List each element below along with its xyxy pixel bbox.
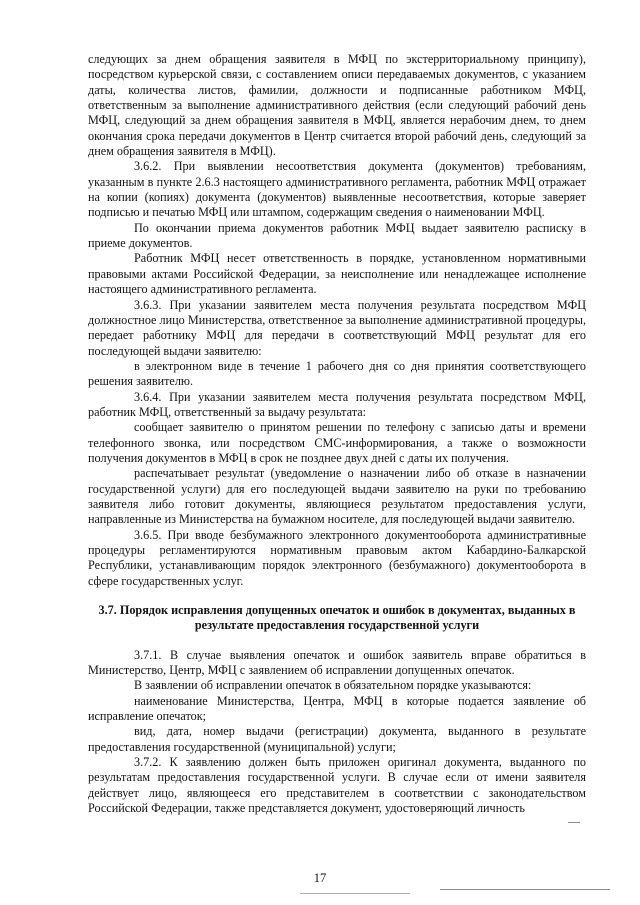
document-page (88, 52, 586, 817)
paragraph: По окончании приема документов работник МФЦ выдает заявителю расписку в приеме документов. (88, 220, 586, 251)
paragraph: в электронном виде в течение 1 рабочего дня со дня принятия соответствующего решения заявителю. (88, 358, 586, 389)
paragraph: В заявлении об исправлении опечаток в обязательном порядке указываются: (134, 678, 532, 693)
scan-artifact-line (440, 889, 610, 890)
scan-artifact-dash (568, 822, 580, 823)
paragraph: 3.6.5. При вводе безбумажного электронного документооборота административные процедуры регламентируются нормативным правовым актом Кабардино-Балкарской Республики, устанавливающим порядок электронного (безбумажного) документооборота в сфере государственных услуг. (88, 527, 586, 588)
paragraph: вид, дата, номер выдачи (регистрации) документа, выданного в результате предоставления государственной (муниципальной) услуги; (88, 724, 586, 754)
paragraph: 3.6.2. При выявлении несоответствия документа (документов) требованиям, указанным в пункте 2.6.3 настоящего административного регламента, работник МФЦ отражает на копии (копиях) документа (документов) выявленные несоответствия, которые заверяет подписью и печатью МФЦ или штампом, содержащим сведения о наименовании МФЦ. (88, 159, 586, 220)
paragraph: 3.6.4. При указании заявителем места получения результата посредством МФЦ, работник МФЦ, ответственный за выдачу результата: (88, 389, 586, 419)
document-body-top (88, 52, 586, 589)
paragraph: 3.6.3. При указании заявителем места получения результата посредством МФЦ должностное лицо Министерства, ответственное за выполнение административной процедуры, передает работнику МФЦ для передачи в соответствующий МФЦ результат для его последующей выдачи заявителю: (88, 297, 586, 358)
document-body-bottom (88, 648, 586, 817)
paragraph: распечатывает результат (уведомление о назначении либо об отказе в назначении государственной услуги) для его последующей выдачи заявителю на руки по требованию заявителя либо готовит документы, являющиеся результатом предоставления услуги, направленные из Министерства на бумажном носителе, для последующей выдачи заявителю. (88, 466, 586, 527)
paragraph: наименование Министерства, Центра, МФЦ в которые подается заявление об исправление опечаток; (88, 693, 586, 724)
paragraph: сообщает заявителю о принятом решении по телефону с записью даты и времени телефонного звонка, или посредством СМС-информирования, а также о возможности получения документов в МФЦ в срок не позднее двух дней с даты их получения. (88, 420, 586, 465)
section-spacer (88, 589, 586, 603)
paragraph: Работник МФЦ несет ответственность в порядке, установленном нормативными правовыми актами Российской Федерации, за неисполнение или ненадлежащее исполнение настоящего административного регламента. (88, 251, 586, 297)
section-heading: 3.7. Порядок исправления допущенных опечаток и ошибок в документах, выданных в результате предоставления государственной услуги (98, 603, 576, 633)
section-spacer (88, 634, 586, 648)
paragraph: следующих за днем обращения заявителя в МФЦ по экстерриториальному принципу), посредством курьерской связи, с составлением описи передаваемых документов, с указанием даты, количества листов, фамилии, должности и подписанные работником МФЦ, ответственным за выполнение административного действия (если следующий рабочий день МФЦ, следующий за днем обращения заявителя в МФЦ, является нерабочим днем, то днем окончания срока передачи документов в Центр считается второй рабочий день, следующий за днем обращения заявителя в МФЦ). (88, 52, 586, 159)
scan-artifact-line (300, 893, 410, 894)
page-number: 17 (313, 871, 327, 885)
paragraph: 3.7.2. К заявлению должен быть приложен оригинал документа, выданного по результатам предоставления государственной услуги. В случае если от имени заявителя действует лицо, являющееся его представителем в соответствии с законодательством Российской Федерации, также представляется документ, удостоверяющий личность (88, 755, 586, 816)
paragraph: 3.7.1. В случае выявления опечаток и ошибок заявитель вправе обратиться в Министерство, Центр, МФЦ с заявлением об исправлении допущенных опечаток. (88, 647, 586, 678)
